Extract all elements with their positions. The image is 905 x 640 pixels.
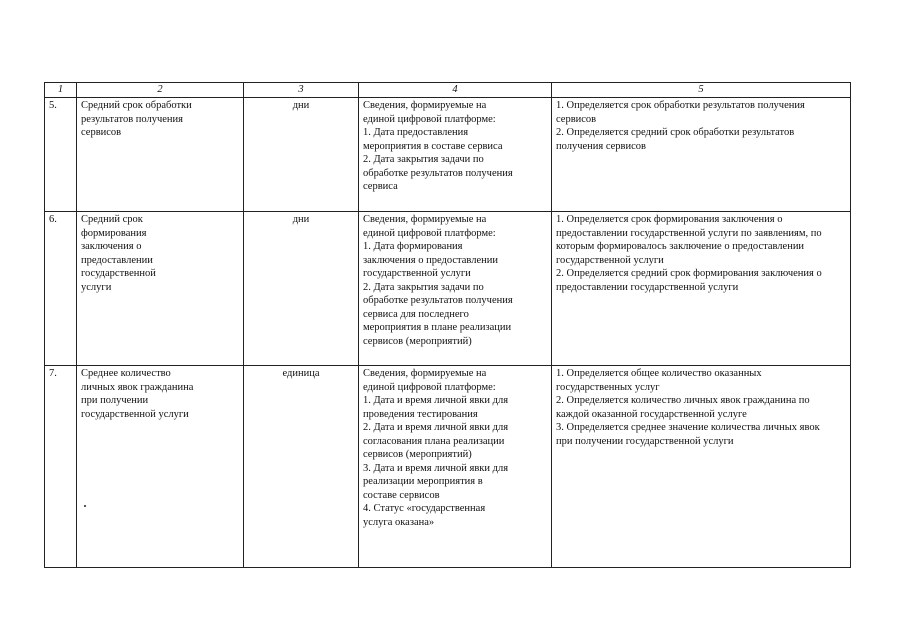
header-col-3: 3: [244, 83, 359, 98]
method-cell: [552, 98, 851, 212]
text-line: при получении: [81, 395, 149, 406]
text-line: единой цифровой платформе:: [363, 227, 496, 239]
header-col-2: 2: [77, 83, 244, 98]
text-line: 3. Определяется среднее значение количества личных явок: [556, 422, 820, 433]
row-number: 5.: [45, 98, 77, 212]
text-line: единой цифровой платформе:: [363, 381, 496, 393]
text-line: 1. Дата формирования: [363, 241, 463, 252]
indicator-cell: [77, 366, 244, 568]
text-line: 2. Дата закрытия задачи по: [363, 281, 484, 293]
text-line: 2. Определяется количество личных явок гражданина по: [556, 395, 810, 406]
text-line: Сведения, формируемые на: [363, 214, 487, 225]
text-line: Сведения, формируемые на: [363, 368, 487, 379]
text-line: сервисов: [81, 127, 122, 138]
unit-cell: единица: [244, 366, 359, 568]
header-col-4: 4: [359, 83, 552, 98]
text-line: 1. Определяется общее количество оказанных: [556, 368, 762, 379]
text-line: государственной услуги: [81, 408, 189, 420]
text-line: заключения о предоставлении: [363, 254, 498, 266]
text-line: согласования плана реализации: [363, 435, 505, 447]
text-line: 1. Дата предоставления: [363, 127, 469, 138]
column-number-header-row: [45, 83, 851, 98]
text-line: государственной: [81, 268, 156, 279]
text-line: 1. Определяется срок формирования заключения о: [556, 214, 783, 225]
source-cell: [359, 212, 552, 366]
table-row: [45, 212, 851, 366]
text-line: 2. Дата и время личной явки для: [363, 422, 509, 433]
text-line: Средний срок обработки: [81, 100, 192, 111]
text-line: обработке результатов получения: [363, 295, 513, 306]
text-line: формирования: [81, 227, 147, 239]
text-line: мероприятия в составе сервиса: [363, 140, 503, 152]
text-line: 2. Определяется средний срок обработки результатов: [556, 127, 795, 138]
source-cell: [359, 366, 552, 568]
text-line: Средний срок: [81, 214, 143, 225]
header-col-1: 1: [45, 83, 77, 98]
method-cell: [552, 366, 851, 568]
text-line: предоставлении: [81, 254, 153, 266]
text-line: 4. Статус «государственная: [363, 503, 486, 514]
text-line: единой цифровой платформе:: [363, 113, 496, 125]
text-line: каждой оказанной государственной услуге: [556, 408, 747, 420]
text-line: составе сервисов: [363, 489, 440, 501]
indicator-cell: [77, 98, 244, 212]
row-number: 7.: [45, 366, 77, 568]
table-row: [45, 98, 851, 212]
unit-cell: дни: [244, 212, 359, 366]
text-line: услуга оказана»: [363, 516, 435, 528]
indicators-table: [44, 82, 851, 568]
text-line: сервисов: [556, 113, 597, 125]
text-line: государственной услуги: [363, 268, 471, 279]
text-line: сервиса для последнего: [363, 308, 469, 320]
text-line: услуги: [81, 281, 112, 293]
header-col-5: 5: [552, 83, 851, 98]
text-line: сервисов (мероприятий): [363, 335, 472, 347]
text-line: обработке результатов получения: [363, 167, 513, 179]
indicator-cell: [77, 212, 244, 366]
text-line: проведения тестирования: [363, 408, 478, 420]
method-cell: [552, 212, 851, 366]
scan-speck: [84, 505, 86, 507]
unit-cell: дни: [244, 98, 359, 212]
text-line: результатов получения: [81, 113, 184, 125]
text-line: сервисов (мероприятий): [363, 449, 472, 460]
text-line: 1. Определяется срок обработки результатов получения: [556, 100, 805, 111]
text-line: 1. Дата и время личной явки для: [363, 395, 509, 406]
text-line: Среднее количество: [81, 368, 171, 379]
table-row: [45, 366, 851, 568]
text-line: реализации мероприятия в: [363, 476, 483, 487]
text-line: 2. Определяется средний срок формирования заключения о: [556, 268, 822, 279]
text-line: предоставлении государственной услуги по заявлениям, по: [556, 227, 822, 239]
text-line: мероприятия в плане реализации: [363, 322, 512, 333]
source-cell: [359, 98, 552, 212]
text-line: которым формировалось заключение о предоставлении: [556, 241, 805, 252]
text-line: получения сервисов: [556, 140, 646, 152]
text-line: государственных услуг: [556, 381, 660, 393]
text-line: предоставлении государственной услуги: [556, 281, 739, 293]
text-line: государственной услуги: [556, 254, 664, 266]
text-line: личных явок гражданина: [81, 381, 194, 393]
text-line: 2. Дата закрытия задачи по: [363, 154, 484, 165]
text-line: заключения о: [81, 241, 142, 252]
text-line: 3. Дата и время личной явки для: [363, 462, 509, 474]
row-number: 6.: [45, 212, 77, 366]
text-line: при получении государственной услуги: [556, 435, 734, 447]
text-line: сервиса: [363, 181, 398, 192]
text-line: Сведения, формируемые на: [363, 100, 487, 111]
